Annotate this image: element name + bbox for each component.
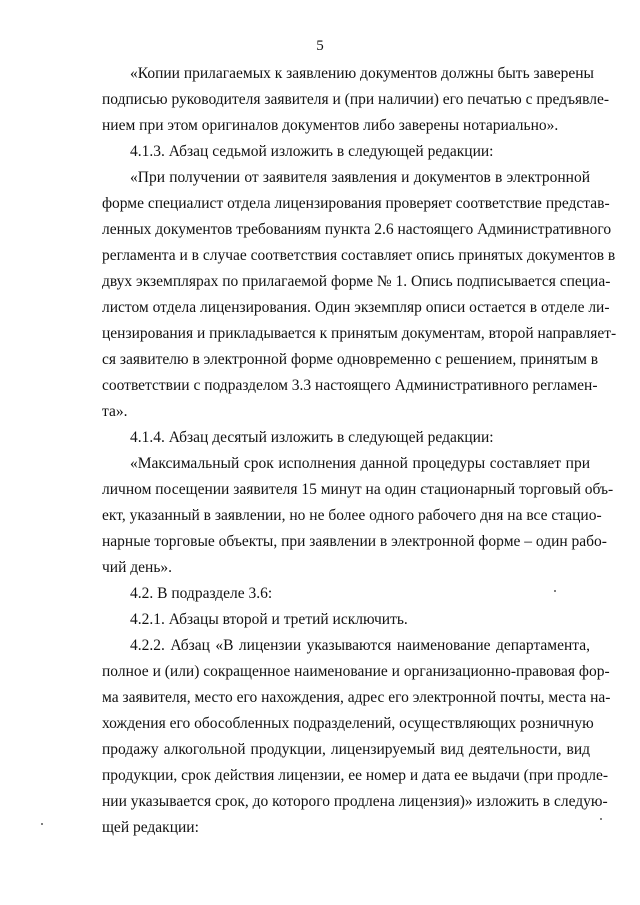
text-line: листом отдела лицензирования. Один экземпляр описи остается в отделе ли-: [102, 299, 610, 316]
text-line: нии указывается срок, до которого продлена лицензия)» изложить в следую-: [102, 793, 608, 810]
text-line: продукции, срок действия лицензии, ее номер и дата ее выдачи (при продле-: [102, 767, 609, 784]
text-line: 4.2.1. Абзацы второй и третий исключить.: [130, 611, 408, 628]
text-line: форме специалист отдела лицензирования проверяет соответствие представ-: [102, 195, 610, 212]
scan-speck: [41, 823, 43, 825]
text-line: регламента и в случае соответствия составляет опись принятых документов в: [102, 247, 616, 264]
page-number: 5: [316, 38, 324, 54]
section-heading: 4.1.3. Абзац седьмой изложить в следующей редакции:: [130, 143, 494, 160]
text-line: ся заявителю в электронной форме одновременно с решением, принятым в: [102, 351, 599, 368]
scan-speck: [554, 590, 556, 592]
text-line: нием при этом оригиналов документов либо заверены нотариально».: [102, 117, 559, 134]
text-line: ма заявителя, место его нахождения, адрес его электронной почты, места на-: [102, 689, 611, 706]
text-line: «При получении от заявителя заявления и документов в электронной: [130, 169, 590, 186]
text-line: чий день».: [102, 559, 173, 576]
text-line: полное и (или) сокращенное наименование и организационно-правовая фор-: [102, 663, 610, 680]
text-line: ленных документов требованиям пункта 2.6 настоящего Административного: [102, 221, 612, 238]
text-line: подписью руководителя заявителя и (при наличии) его печатью с предъявле-: [102, 91, 610, 108]
text-line: личном посещении заявителя 15 минут на один стационарный торговый объ-: [102, 481, 614, 498]
text-line: хождения его обособленных подразделений, осуществляющих розничную: [102, 715, 594, 732]
section-heading: 4.1.4. Абзац десятый изложить в следующей редакции:: [130, 429, 494, 446]
text-line: продажу алкогольной продукции, лицензируемый вид деятельности, вид: [102, 741, 590, 758]
scan-speck: [600, 818, 602, 820]
text-line: «Копии прилагаемых к заявлению документов должны быть заверены: [130, 65, 594, 82]
text-line: ект, указанный в заявлении, но не более одного рабочего дня на все стацио-: [102, 507, 602, 524]
text-line: цензирования и прикладывается к принятым документам, второй направляет-: [102, 325, 617, 342]
text-line: щей редакции:: [102, 819, 199, 836]
text-line: та».: [102, 403, 128, 420]
section-heading: 4.2. В подразделе 3.6:: [130, 585, 273, 602]
text-line: нарные торговые объекты, при заявлении в электронной форме – один рабо-: [102, 533, 607, 550]
text-line: двух экземплярах по прилагаемой форме № 1. Опись подписывается специа-: [102, 273, 611, 290]
text-line: соответствии с подразделом 3.3 настоящего Административного регламен-: [102, 377, 598, 394]
text-line: «Максимальный срок исполнения данной процедуры составляет при: [130, 455, 590, 472]
text-line: 4.2.2. Абзац «В лицензии указываются наименование департамента,: [130, 637, 590, 654]
